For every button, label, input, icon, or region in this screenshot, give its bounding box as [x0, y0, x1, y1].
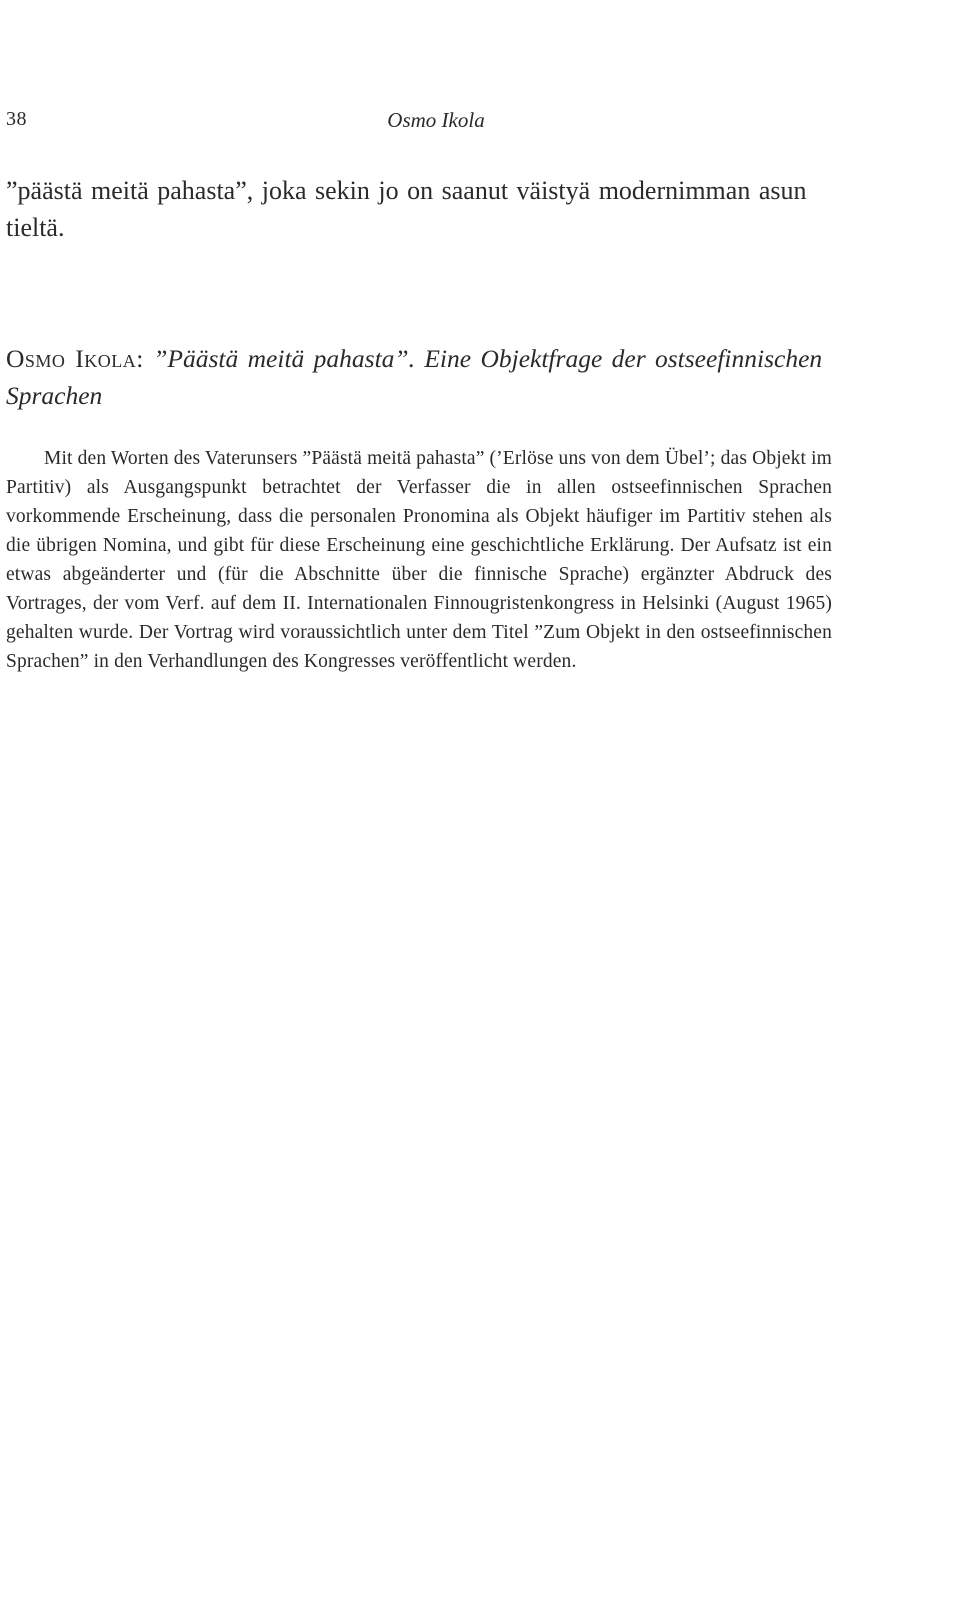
abstract-heading	[6, 340, 844, 414]
abstract-author: Osmo Ikola:	[6, 344, 144, 373]
abstract-title: ”Päästä meitä pahasta”. Eine Objektfrage der ostseefinnischen Sprachen	[6, 344, 823, 410]
running-head	[6, 108, 846, 138]
running-head-author: Osmo Ikola	[387, 108, 485, 132]
continued-paragraph: ”päästä meitä pahasta”, joka sekin jo on saanut väistyä modernimman asun tieltä.	[6, 176, 807, 242]
abstract-body: Mit den Worten des Vaterunsers ”Päästä meitä pahasta” (’Erlöse uns von dem Übel’; das Objekt im Partitiv) als Ausgangspunkt betrachtet der Verfasser die in allen ostseefinnischen Sprachen vorkommende Erscheinung, dass die personalen Pronomina als Objekt häufiger im Partitiv stehen als die übrigen Nomina, und gibt für diese Erscheinung eine geschichtliche Erklärung. Der Aufsatz ist ein etwas abgeänderter und (für die Abschnitte über die finnische Sprache) ergänzter Abdruck des Vortrages, der vom Verf. auf dem II. Internationalen Finnougristenkongress in Helsinki (August 1965) gehalten wurde. Der Vortrag wird voraussichtlich unter dem Titel ”Zum Objekt in den ostseefinnischen Sprachen” in den Verhandlungen des Kongresses veröffentlicht werden.	[6, 448, 832, 672]
page-number: 38	[6, 108, 27, 130]
